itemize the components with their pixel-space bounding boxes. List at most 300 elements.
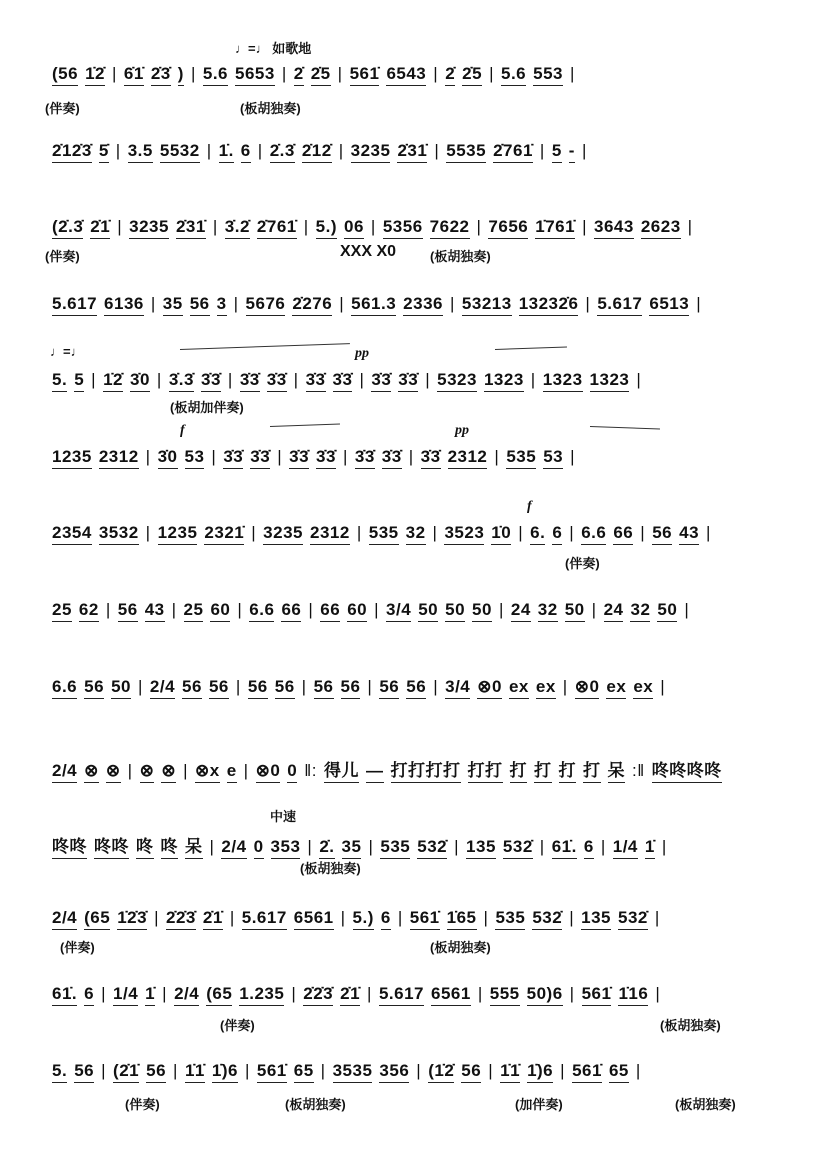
dynamic-marking: f (180, 423, 185, 438)
note-group: e (227, 761, 237, 783)
note-group: 3̇3̇ (250, 447, 270, 469)
bar-line: | (211, 447, 217, 466)
bar-line: | (569, 984, 575, 1003)
bar-line: | (229, 908, 235, 927)
note-group: 1̇. (219, 141, 234, 163)
note-group: 3535 (333, 1061, 373, 1083)
note-group: 3̇.2̇ (225, 217, 250, 239)
instrument-annotation: (板胡独奏) (240, 101, 301, 116)
note-group: 2̇2̇3̇ (303, 984, 333, 1006)
note-group: 561.3 (351, 294, 396, 316)
bar-line: | (581, 141, 587, 160)
note-group: 532̇ (417, 837, 447, 859)
bar-line: | (498, 600, 504, 619)
note-group: 53 (543, 447, 563, 469)
instrument-annotation: (伴奏) (60, 940, 95, 955)
note-group: ex (509, 677, 529, 699)
note-group: 2̇1̇ (203, 908, 223, 930)
note-group: 56 (314, 677, 334, 699)
note-group: 5.617 (52, 294, 97, 316)
note-group: 5532 (160, 141, 200, 163)
note-group: ) (178, 64, 184, 86)
note-sequence (52, 908, 792, 930)
instrument-annotation: (伴奏) (220, 1018, 255, 1033)
note-group: 6136 (104, 294, 144, 316)
bar-line: | (293, 370, 299, 389)
note-group: 535 (506, 447, 536, 469)
note-group: 3̇3̇ (289, 447, 309, 469)
note-group: 打 (583, 756, 601, 783)
bar-line: | (105, 600, 111, 619)
note-group: 56 (406, 677, 426, 699)
note-group: 5̇ (99, 141, 109, 163)
bar-line: | (530, 370, 536, 389)
note-group: 356 (379, 1061, 409, 1083)
dynamic-marking: pp (355, 346, 369, 361)
note-group: 13232̇6 (519, 294, 579, 316)
instrument-annotation: (板胡独奏) (660, 1018, 721, 1033)
bar-line: | (687, 217, 693, 236)
note-group: 1323 (484, 370, 524, 392)
bar-line: | (562, 677, 568, 696)
bar-line: | (433, 677, 439, 696)
note-group: 2̇12̇3̇ (52, 141, 92, 163)
bar-line: | (433, 64, 439, 83)
note-group: ⊗0 (477, 677, 502, 699)
note-group: - (569, 141, 575, 163)
bar-line: | (237, 600, 243, 619)
tempo-marking: ♩=♩ (50, 344, 84, 359)
note-group: 6561 (294, 908, 334, 930)
bar-line: | (367, 984, 372, 1003)
note-group: 0 (287, 761, 297, 783)
note-group: 6513 (649, 294, 689, 316)
instrument-annotation: (板胡独奏) (285, 1097, 346, 1112)
note-group: 3532 (99, 523, 139, 545)
bar-line: | (570, 64, 575, 83)
note-group: (1̇2̇ (428, 1061, 454, 1083)
note-group: 5.) (316, 217, 337, 239)
bar-line: | (291, 984, 297, 1003)
bar-line: | (539, 141, 545, 160)
note-group: 5.617 (242, 908, 287, 930)
note-group: 6 (381, 908, 391, 930)
bar-line: | (397, 908, 403, 927)
note-group: 打 (559, 756, 577, 783)
note-sequence (52, 370, 792, 392)
score-line (0, 596, 836, 656)
note-group: 3̇3̇ (371, 370, 391, 392)
note-group: 打打打打 (391, 756, 461, 783)
score-line (0, 213, 836, 273)
note-group: 5.6 (501, 64, 526, 86)
note-group: 5. (52, 370, 67, 392)
bar-line: | (488, 1061, 494, 1080)
note-group: 56 (379, 677, 399, 699)
bar-line: | (212, 217, 218, 236)
note-group: 5.) (353, 908, 374, 930)
note-group: 24 (511, 600, 531, 622)
bar-line: | (368, 837, 374, 856)
note-group: 2/4 (52, 908, 77, 930)
instrument-annotation: (板胡独奏) (675, 1097, 736, 1112)
bar-line: | (425, 370, 431, 389)
note-group: 3̇.3̇ (169, 370, 194, 392)
note-group: 3̇3̇ (398, 370, 418, 392)
bar-line: | (684, 600, 690, 619)
note-group: 打 (510, 756, 528, 783)
note-group: (2̇1̇ (113, 1061, 139, 1083)
bar-line: | (432, 523, 438, 542)
bar-line: | (156, 370, 162, 389)
note-group: 561̇ (572, 1061, 602, 1083)
score-line (0, 519, 836, 579)
note-group: 2/4 (150, 677, 175, 699)
note-group: 3̇3̇ (240, 370, 260, 392)
note-group: 561̇ (582, 984, 612, 1006)
note-group: ⊗ (161, 761, 176, 783)
bar-line: | (339, 294, 345, 313)
instrument-annotation: (板胡独奏) (430, 249, 491, 264)
note-group: 35 (342, 837, 362, 859)
note-group: 1323 (590, 370, 630, 392)
note-sequence (52, 756, 792, 783)
note-group: 5.6 (203, 64, 228, 86)
score-line (0, 752, 836, 812)
note-group: 61̇. (52, 984, 77, 1006)
note-sequence (52, 523, 792, 545)
note-group: 50 (657, 600, 677, 622)
instrument-annotation: (伴奏) (565, 556, 600, 571)
bar-line: | (162, 984, 168, 1003)
note-group: 56 (209, 677, 229, 699)
note-group: ⊗0 (256, 761, 281, 783)
note-group: 呆 (608, 756, 626, 783)
note-group: 06 (344, 217, 364, 239)
note-group: 535 (369, 523, 399, 545)
instrument-annotation: (板胡独奏) (300, 861, 361, 876)
bar-line: | (227, 370, 233, 389)
note-group: 2/4 (221, 837, 246, 859)
bar-line: | (449, 294, 455, 313)
note-group: 1/4 (613, 837, 638, 859)
bar-line: | (640, 523, 646, 542)
score-line (0, 904, 836, 964)
note-group: 2̇276 (292, 294, 332, 316)
note-sequence (52, 600, 792, 622)
bar-line: | (337, 64, 343, 83)
bar-line: | (209, 837, 215, 856)
bar-line: | (367, 677, 373, 696)
bar-line: | (660, 677, 666, 696)
note-group: 532̇ (618, 908, 648, 930)
note-group: 1235 (52, 447, 92, 469)
bar-line: | (370, 217, 376, 236)
note-group: 5 (552, 141, 562, 163)
note-group: 2̇5 (462, 64, 482, 86)
note-group: 2̇1̇ (340, 984, 360, 1006)
note-group: 53 (185, 447, 205, 469)
bar-line: | (569, 908, 575, 927)
note-group: 60 (347, 600, 367, 622)
note-group: 56 (190, 294, 210, 316)
score-line (0, 673, 836, 733)
note-group: 2321̇ (204, 523, 244, 545)
bar-line: | (489, 64, 494, 83)
note-group: 7656 (488, 217, 528, 239)
note-group: 5653 (235, 64, 275, 86)
bar-line: | (539, 837, 545, 856)
note-group: 打 (534, 756, 552, 783)
note-group: 1̇65 (447, 908, 477, 930)
bar-line: | (635, 1061, 641, 1080)
note-group: 56 (146, 1061, 166, 1083)
bar-line: | (591, 600, 597, 619)
note-group: 6.6 (581, 523, 606, 545)
note-group: 5 (74, 370, 84, 392)
note-group: ⊗ (84, 761, 99, 783)
note-group: 2̇31̇ (176, 217, 206, 239)
note-group: 65 (294, 1061, 314, 1083)
bar-line: | (145, 523, 151, 542)
note-group: 3̇3̇ (382, 447, 402, 469)
note-group: 1̇ (145, 984, 155, 1006)
note-group: ex (536, 677, 556, 699)
note-group: 7622 (430, 217, 470, 239)
bar-line: | (342, 447, 348, 466)
note-group: 25 (184, 600, 204, 622)
note-group: 5. (52, 1061, 67, 1083)
note-group: 50 (418, 600, 438, 622)
bar-line: | (101, 1061, 107, 1080)
bar-line: | (301, 677, 307, 696)
bar-line: | (91, 370, 97, 389)
instrument-annotation: (加伴奏) (515, 1097, 563, 1112)
bar-line: | (483, 908, 489, 927)
note-group: 6561 (431, 984, 471, 1006)
note-group: 2̇5 (311, 64, 331, 86)
note-group: 咚 (161, 832, 179, 859)
note-group: 135 (466, 837, 496, 859)
note-group: 1̇2̇3̇ (117, 908, 147, 930)
note-group: 2̇12̇ (302, 141, 332, 163)
note-group: 5.617 (597, 294, 642, 316)
bar-line: | (570, 447, 576, 466)
hairpin-line (590, 426, 660, 429)
note-group: 535 (380, 837, 410, 859)
bar-line: | (117, 217, 123, 236)
note-group: 6 (584, 837, 594, 859)
bar-line: | (408, 447, 414, 466)
note-group: (65 (84, 908, 110, 930)
note-group: 561̇ (350, 64, 380, 86)
note-group: 3̇3̇ (421, 447, 441, 469)
score-line (0, 137, 836, 197)
note-group: 1̇2̇ (103, 370, 123, 392)
bar-line: | (569, 523, 575, 542)
note-group: 2̇761̇ (493, 141, 533, 163)
note-group: ⊗0 (575, 677, 600, 699)
note-group: 3235 (351, 141, 391, 163)
note-group: 62 (79, 600, 99, 622)
note-group: 3643 (594, 217, 634, 239)
note-group: ex (633, 677, 653, 699)
bar-line: | (706, 523, 711, 542)
bar-line: | (661, 837, 667, 856)
note-group: 43 (679, 523, 699, 545)
dynamic-marking: f (527, 499, 532, 514)
note-group: 2̇1̇ (90, 217, 110, 239)
note-group: 532̇ (532, 908, 562, 930)
percussion-subline: XXX X0 (340, 243, 397, 260)
note-group: 353 (271, 837, 301, 859)
note-group: (65 (206, 984, 232, 1006)
note-group: 56 (652, 523, 672, 545)
note-group: 6 (552, 523, 562, 545)
bar-line: | (585, 294, 591, 313)
score-line (0, 290, 836, 350)
note-group: 3̇3̇ (316, 447, 336, 469)
note-group: 5356 (383, 217, 423, 239)
note-group: 2354 (52, 523, 92, 545)
bar-line: | (359, 370, 365, 389)
note-group: 6.6 (249, 600, 274, 622)
bar-line: | (356, 523, 362, 542)
note-group: 6 (84, 984, 94, 1006)
bar-line: | (115, 141, 121, 160)
note-group: 3/4 (386, 600, 411, 622)
note-group: 535 (495, 908, 525, 930)
note-group: 3̇3̇ (355, 447, 375, 469)
note-group: 5323 (437, 370, 477, 392)
note-group: 1̇)6 (527, 1061, 553, 1083)
note-group: 32 (630, 600, 650, 622)
instrument-annotation: (板胡加伴奏) (170, 400, 244, 415)
bar-line: | (244, 1061, 250, 1080)
bar-line: | (582, 217, 587, 236)
note-group: ⊗ (106, 761, 121, 783)
note-group: 66 (613, 523, 633, 545)
note-group: (2̇.3̇ (52, 217, 83, 239)
bar-line: | (281, 64, 287, 83)
note-group: 2̇761̇ (257, 217, 297, 239)
bar-line: | (696, 294, 702, 313)
note-group: ⊗x (195, 761, 220, 783)
note-group: 35 (163, 294, 183, 316)
note-group: 553 (533, 64, 563, 86)
bar-line: | (145, 447, 151, 466)
instrument-annotation: (伴奏) (45, 249, 80, 264)
note-group: 1̇)6 (212, 1061, 238, 1083)
note-group: 1/4 (113, 984, 138, 1006)
tempo-marking: 中速 (270, 809, 297, 824)
dynamic-marking: pp (455, 423, 469, 438)
note-group: 2312 (99, 447, 139, 469)
note-group: 得儿 (324, 756, 359, 783)
note-sequence (52, 64, 792, 86)
note-sequence (52, 832, 792, 859)
note-group: 32 (538, 600, 558, 622)
bar-line: | (183, 761, 188, 780)
instrument-annotation: (伴奏) (125, 1097, 160, 1112)
note-group: 555 (490, 984, 520, 1006)
note-group: 56 (275, 677, 295, 699)
bar-line: | (190, 64, 196, 83)
note-group: 53213 (462, 294, 512, 316)
note-group: 66 (320, 600, 340, 622)
bar-line: | (251, 523, 257, 542)
bar-line: | (173, 1061, 178, 1080)
note-group: 2336 (403, 294, 443, 316)
note-group: 2623 (641, 217, 681, 239)
bar-line: | (257, 141, 263, 160)
note-group: 66 (281, 600, 301, 622)
note-sequence (52, 677, 792, 699)
note-group: 25 (52, 600, 72, 622)
note-group: 43 (145, 600, 165, 622)
note-group: 咚咚 (52, 832, 87, 859)
note-sequence (52, 1061, 792, 1083)
note-group: 56 (84, 677, 104, 699)
bar-line: | (243, 761, 249, 780)
bar-line: | (307, 837, 313, 856)
note-group: 532̇ (503, 837, 533, 859)
score-line (0, 60, 836, 120)
note-group: 2̇ (445, 64, 455, 86)
note-group: 65 (609, 1061, 629, 1083)
note-group: 56 (182, 677, 202, 699)
note-group: 6. (530, 523, 545, 545)
note-sequence (52, 217, 792, 239)
bar-line: | (477, 984, 483, 1003)
bar-line: | (235, 677, 241, 696)
bar-line: | (494, 447, 500, 466)
note-group: 3̇0 (158, 447, 178, 469)
note-group: 1.235 (239, 984, 284, 1006)
note-group: 5676 (246, 294, 286, 316)
note-group: 1̇0 (491, 523, 511, 545)
bar-line: | (454, 837, 460, 856)
note-group: 1̇16 (618, 984, 648, 1006)
note-group: 50 (445, 600, 465, 622)
note-group: 6 (241, 141, 251, 163)
bar-line: | (308, 600, 314, 619)
bar-line: | (171, 600, 177, 619)
note-group: 3̇3̇ (306, 370, 326, 392)
note-group: 2̇.3̇ (270, 141, 295, 163)
note-group: 2312 (448, 447, 488, 469)
bar-line: | (340, 908, 346, 927)
note-group: 1̇2̇ (85, 64, 105, 86)
note-group: 50)6 (527, 984, 563, 1006)
note-group: 60 (210, 600, 230, 622)
bar-line: | (476, 217, 482, 236)
note-group: — (366, 761, 384, 783)
note-group: 56 (461, 1061, 481, 1083)
note-group: 56 (118, 600, 138, 622)
note-group: 打打 (468, 756, 503, 783)
bar-line: ‖: (304, 761, 317, 780)
note-group: 1235 (158, 523, 198, 545)
note-group: 3.5 (128, 141, 153, 163)
bar-line: | (277, 447, 283, 466)
bar-line: | (518, 523, 524, 542)
note-group: 1̇761̇ (535, 217, 575, 239)
bar-line: | (154, 908, 160, 927)
note-group: 呆 (185, 832, 203, 859)
bar-line: | (655, 984, 661, 1003)
note-group: 6.6 (52, 677, 77, 699)
